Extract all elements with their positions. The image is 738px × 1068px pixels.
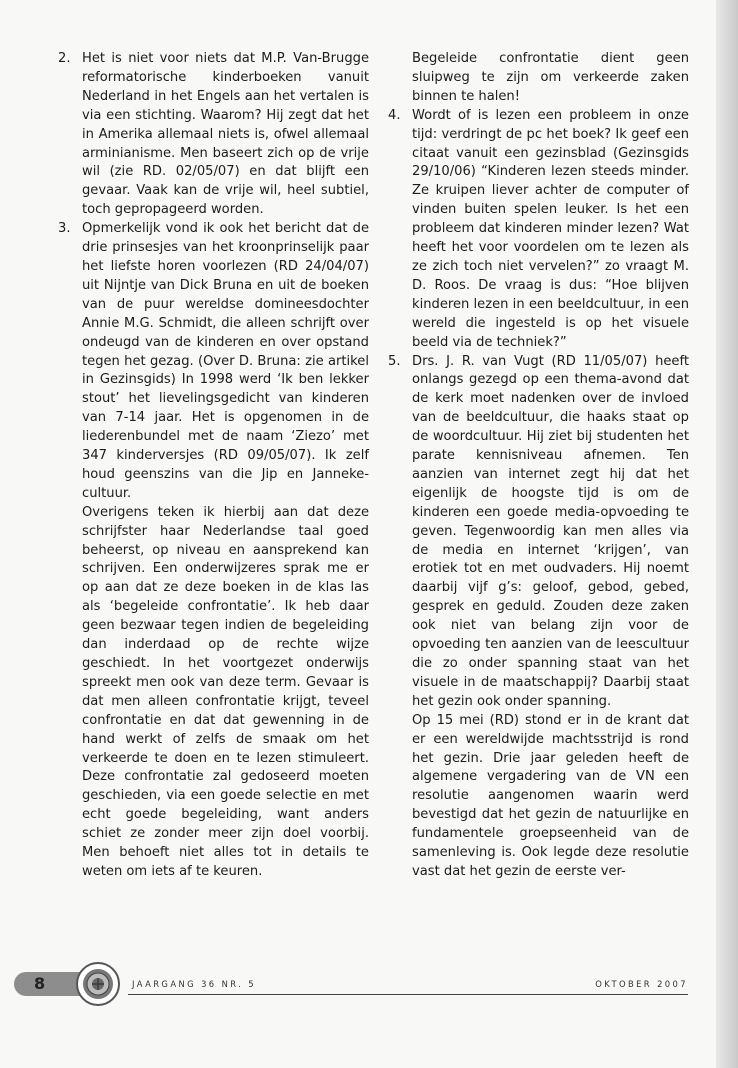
item-text: Wordt of is lezen een probleem in onze tijd: verdringt de pc het boek? Ik geef een citaat vanuit een gezinsblad (Gezinsgids 29/10/06) “Kinderen lezen steeds minder. Ze kruipen liever achter de computer of vinden buiten spelen leuker. Is het een probleem dat kinderen minder lezen? Wat heeft het voor voordelen om te lezen als ze zich toch niet vervelen?” zo vraagt M. D. Roos. De vraag is dus: “Hoe blijven kinderen lezen in een beeldcultuur, in een wereld die ingesteld is op het visuele beeld via de techniek?”	[412, 107, 689, 350]
item-number: 5.	[388, 353, 401, 369]
list-item-2	[58, 50, 369, 220]
item-3-continuation: Overigens teken ik hierbij aan dat deze schrijfster haar Nederlandse taal goed beheerst, op niveau en aansprekend kan schrijven. Een onderwijzeres sprak me er op aan dat ze deze boeken in de klas las als ‘begeleide confrontatie’. Ik heb daar geen bezwaar tegen indien de begeleiding dan inderdaad op de rechte wijze geschiedt. In het voortgezet onderwijs spreekt men ook van deze term. Gevaar is dat men alleen confrontatie krijgt, teveel confrontatie en dat dat gewenning in de hand werkt of zelfs de smaak om het verkeerde te doen en te lezen stimuleert. Deze confrontatie zal gedoseerd moeten geschieden, via een goede selectie en met echt goede begeleiding, want anders schiet ze zonder meer zijn doel voorbij. Men behoeft niet alles tot in details te weten om iets af te keuren.	[82, 504, 369, 879]
item-5-continuation: Op 15 mei (RD) stond er in de krant dat er een wereldwijde machtsstrijd is rond het gezin. Drie jaar geleden heeft de algemene vergadering van de VN een resolutie aangenomen waarin werd bevestigd dat het gezin de natuurlijke en fundamentele groepseenheid van de samenleving is. Ook legde deze resolutie vast dat het gezin de eerste ver-	[412, 712, 689, 879]
page-number: 8	[34, 974, 46, 993]
item-text: Opmerkelijk vond ik ook het bericht dat de drie prinsesjes van het kroonprinselijk paar het liefste horen voorlezen (RD 24/04/07) uit Nijntje van Dick Bruna en uit de boeken van de puur wereldse domineesdochter Annie M.G. Schmidt, die alleen schrijft over ondeugd van de kinderen en over opstand tegen het gezag. (Over D. Bruna: zie artikel in Gezinsgids) In 1998 werd ‘Ik ben lekker stout’ het lievelingsgedicht van kinderen van 7-14 jaar. Het is opgenomen in de liederenbundel met de naam ‘Ziezo’ met 347 kinderversjes (RD 09/05/07). Ik zelf houd geenszins van die Jip en Janneke-cultuur.	[82, 221, 369, 501]
item-text: Het is niet voor niets dat M.P. Van-Brugge reformatorische kinderboeken vanuit Nederland in het Engels aan het vertalen is via een stichting. Waarom? Hij zegt dat het in Amerika allemaal niets is, ofwel allemaal arminianisme. Men baseert zich op de vrije wil (zie RD. 02/05/07) en dat blijft een gevaar. Vaak kan de vrije wil, heel subtiel, toch gepropageerd worden.	[82, 51, 369, 218]
page-number-tab	[14, 972, 84, 996]
list-item-4	[388, 107, 689, 353]
list-item-3	[58, 220, 369, 504]
item-number: 3.	[58, 221, 71, 237]
footer-rule	[128, 994, 688, 995]
item-number: 4.	[388, 107, 401, 123]
list-item-5	[388, 353, 689, 712]
right-column	[388, 50, 689, 882]
left-column	[58, 50, 369, 882]
item-number: 2.	[58, 51, 71, 66]
item-3-end: Begeleide confrontatie dient geen sluipweg te zijn om verkeerde zaken binnen te halen!	[412, 51, 689, 104]
page-footer	[0, 962, 738, 1006]
page-edge-shadow	[716, 0, 738, 1068]
journal-emblem-icon	[76, 962, 120, 1006]
journal-issue: JAARGANG 36 NR. 5	[132, 979, 257, 989]
item-text: Drs. J. R. van Vugt (RD 11/05/07) heeft onlangs gezegd op een thema-avond dat de kerk moet nadenken over de invloed van de beeldcultuur, die haaks staat op de woordcultuur. Hij ziet bij studenten het parate kennisniveau afnemen. Ten aanzien van internet zegt hij dat het eigenlijk de hoogste tijd is om de kinderen een goede media-opvoeding te geven. Tegenwoordig kan men alles via de media en internet ‘krijgen’, van erotiek tot en met oudvaders. Hij noemt daarbij vijf g’s: geloof, gebod, gebed, gesprek en geduld. Zouden deze zaken ook niet van belang zijn voor de opvoeding ten aanzien van de leescultuur die zo onder spanning staat van het visuele in de maatschappij? Daarbij staat het gezin ook onder spanning.	[412, 353, 689, 709]
issue-date: OKTOBER 2007	[595, 979, 688, 989]
